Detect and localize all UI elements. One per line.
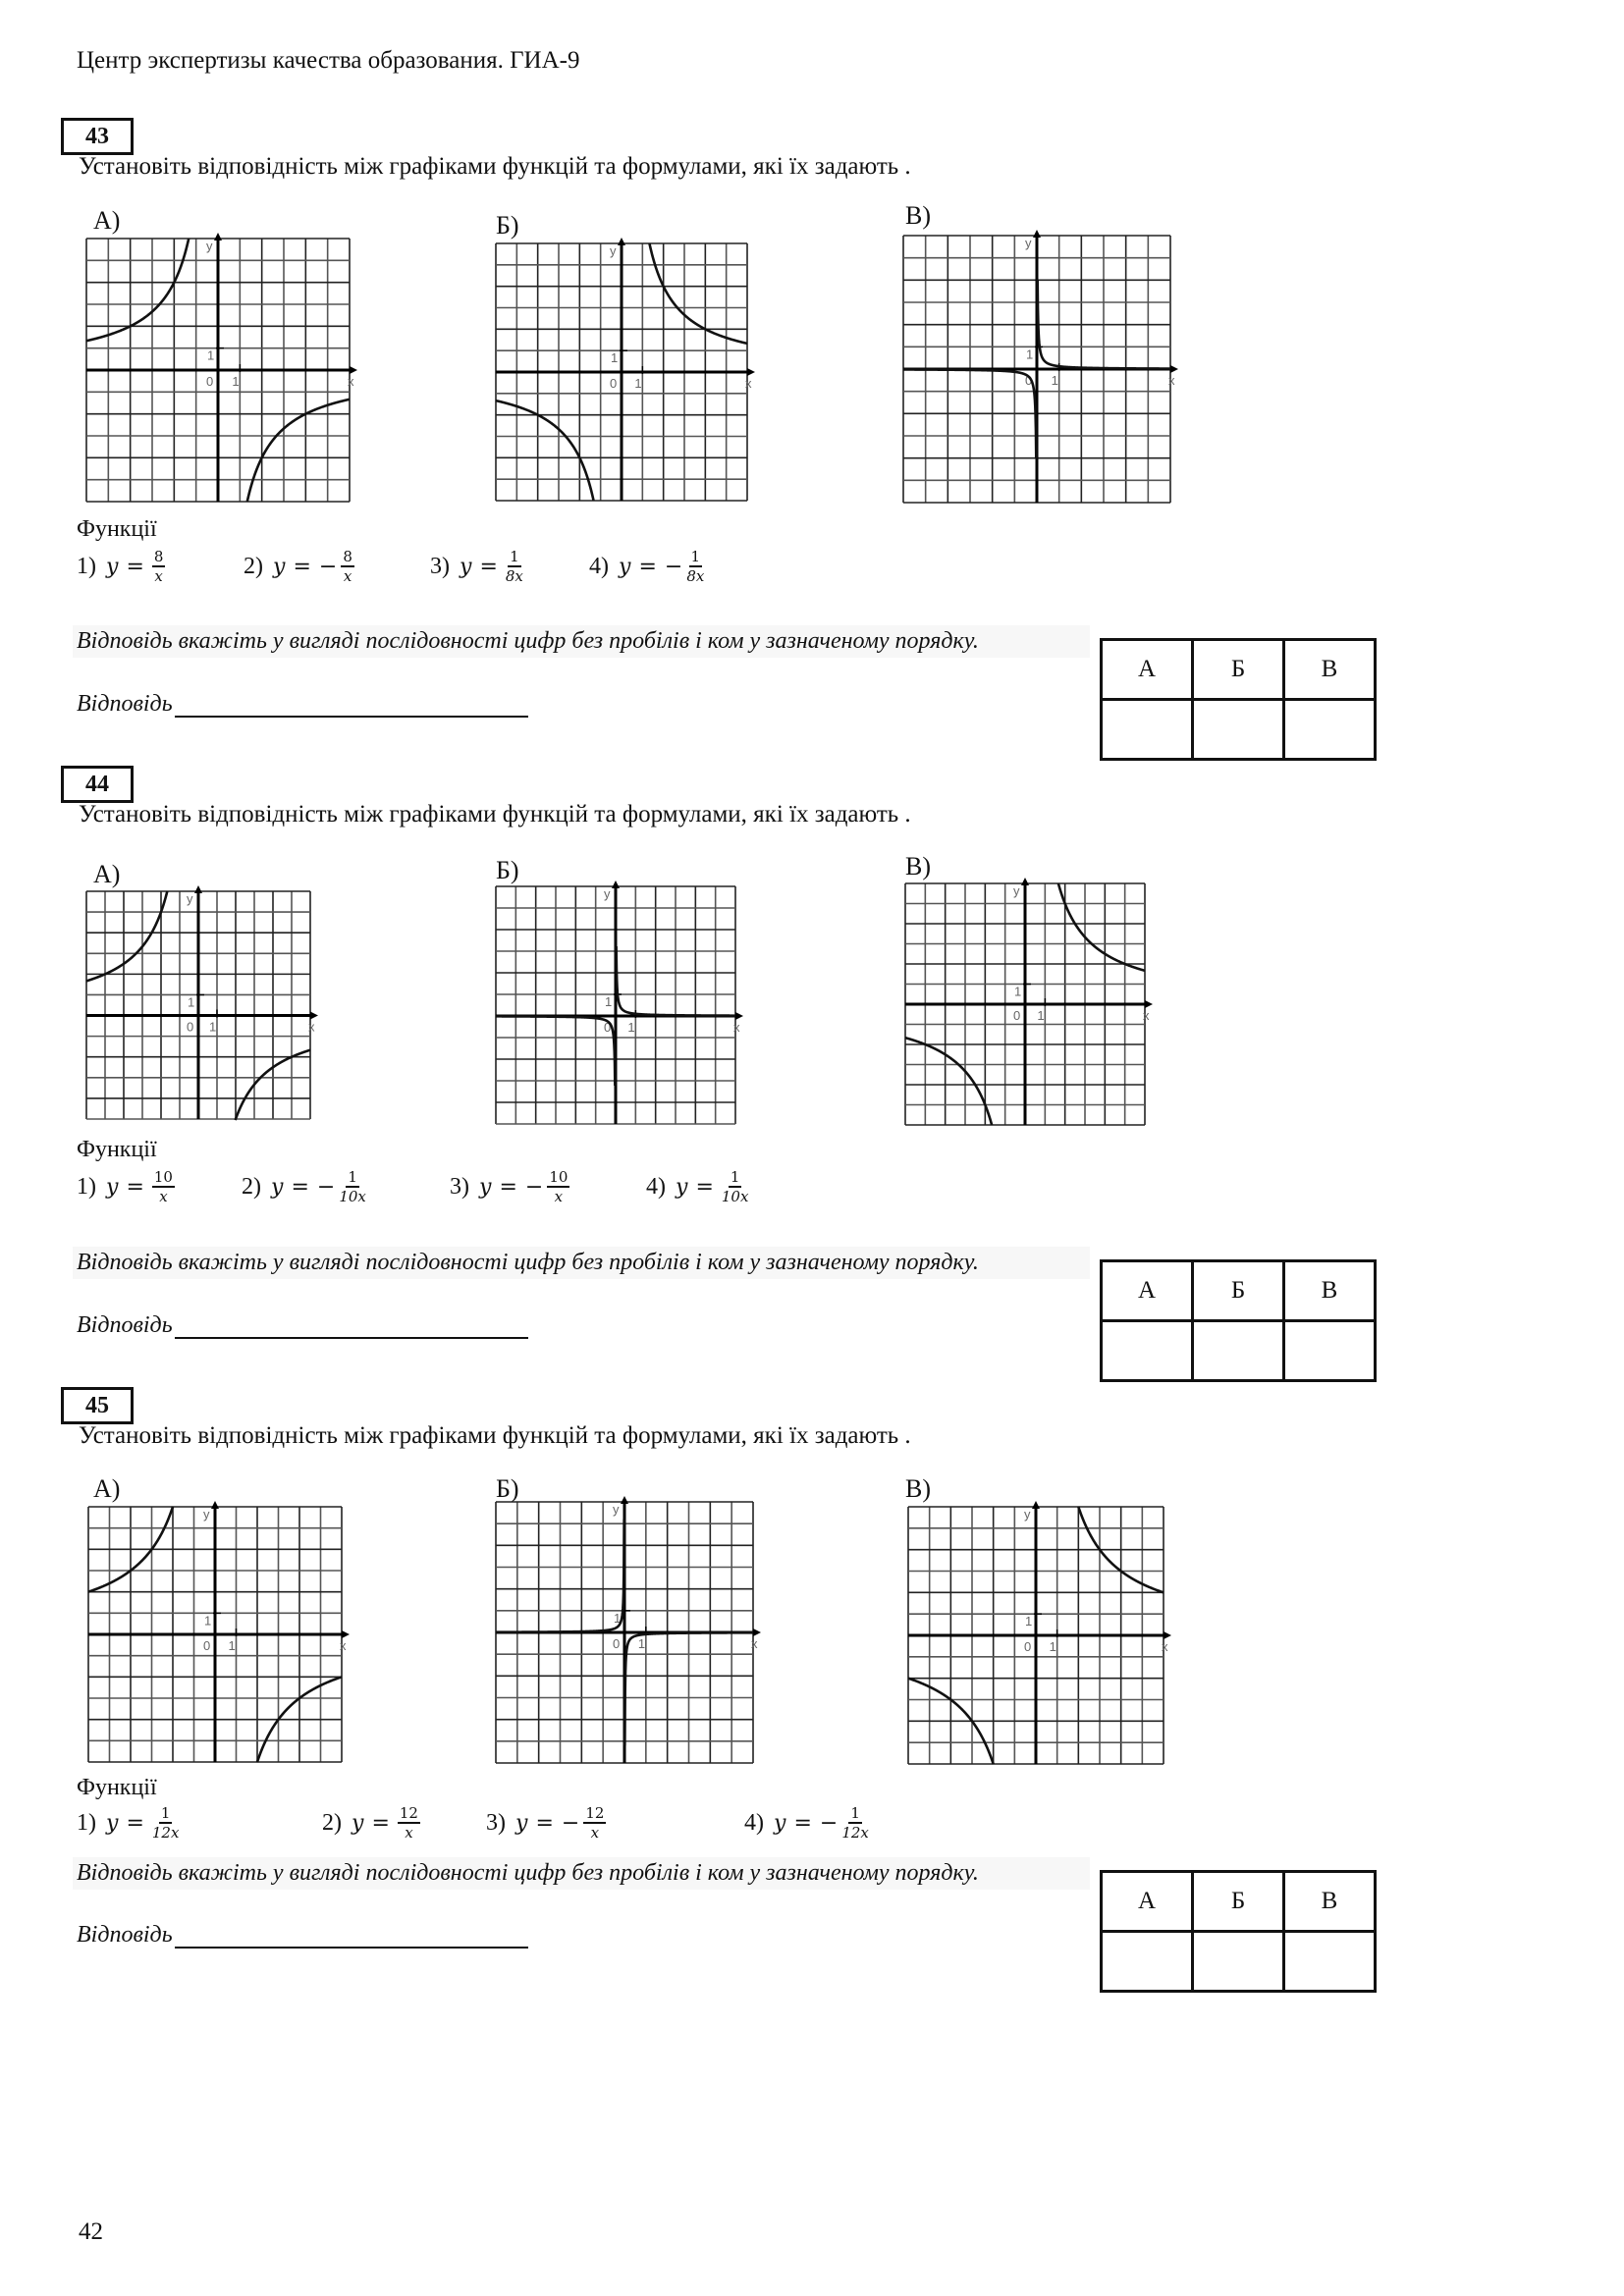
- graph-44-a-label: А): [93, 860, 121, 888]
- problem-number-44: 44: [61, 766, 134, 803]
- fraction-numerator: 10: [549, 1168, 568, 1186]
- functions-title-44: Функції: [77, 1137, 157, 1162]
- function-index: 3): [486, 1809, 506, 1836]
- equals-sign: =: [126, 1810, 144, 1836]
- fraction-denominator: x: [554, 1188, 564, 1205]
- function-index: 2): [242, 1173, 261, 1200]
- origin-label: 0: [206, 374, 214, 389]
- y-axis-label: y: [187, 891, 193, 906]
- graph-44-a: [86, 891, 315, 1119]
- equals-sign: =: [291, 1174, 309, 1200]
- x-axis-label: x: [308, 1019, 315, 1035]
- fraction-numerator: 8: [153, 548, 164, 565]
- answer-table-header-a: А: [1102, 1261, 1193, 1321]
- y-axis-label: y: [1024, 1507, 1031, 1522]
- x-axis-arrow-icon: [753, 1629, 761, 1636]
- origin-label: 0: [1025, 373, 1033, 388]
- problem-number-45: 45: [61, 1387, 134, 1424]
- y-unit-label: 1: [207, 347, 215, 363]
- function-index: 1): [77, 1173, 96, 1200]
- graph-45-a-label: А): [93, 1474, 121, 1503]
- function-index: 3): [450, 1173, 469, 1200]
- x-unit-label: 1: [1049, 1639, 1056, 1654]
- equals-sign: =: [126, 1174, 144, 1200]
- function-variable: y: [460, 554, 472, 579]
- answer-cell-44-a[interactable]: [1102, 1321, 1193, 1381]
- functions-title-43: Функції: [77, 516, 157, 542]
- function-44-3: [450, 1168, 569, 1205]
- fraction-denominator: x: [590, 1824, 600, 1842]
- graph-44-c: [905, 883, 1150, 1125]
- y-axis-arrow-icon: [194, 885, 202, 893]
- answer-cell-45-c[interactable]: [1284, 1932, 1376, 1992]
- answer-input-45[interactable]: [175, 1925, 528, 1949]
- y-axis-arrow-icon: [618, 238, 625, 245]
- hyperbola-branch-left: [86, 891, 167, 981]
- answer-table-header-b: Б: [1193, 640, 1284, 700]
- hyperbola-branch-right: [1058, 883, 1145, 971]
- minus-sign: −: [664, 554, 683, 579]
- answer-table-header-c: В: [1284, 1872, 1376, 1932]
- fraction-numerator: 1: [348, 1168, 357, 1186]
- fraction-numerator: 1: [510, 548, 519, 565]
- function-index: 1): [77, 1809, 96, 1836]
- answer-input-44[interactable]: [175, 1315, 528, 1339]
- y-axis-label: y: [610, 243, 617, 258]
- answer-table-header-a: А: [1102, 1872, 1193, 1932]
- x-axis-arrow-icon: [1145, 1000, 1153, 1008]
- function-44-1: [77, 1168, 175, 1205]
- x-unit-label: 1: [1037, 1008, 1045, 1023]
- fraction-denominator: x: [154, 567, 163, 585]
- origin-label: 0: [1013, 1008, 1021, 1023]
- fraction: [152, 1168, 175, 1205]
- y-unit-label: 1: [614, 1610, 622, 1626]
- fraction: [547, 1168, 569, 1205]
- y-unit-label: 1: [204, 1613, 212, 1629]
- fraction-denominator: 12x: [841, 1824, 869, 1842]
- y-unit-label: 1: [188, 994, 195, 1010]
- minus-sign: −: [819, 1810, 839, 1836]
- graph-43-c: [903, 236, 1175, 503]
- fraction-denominator: x: [159, 1188, 168, 1205]
- answer-table-header-b: Б: [1193, 1872, 1284, 1932]
- fraction: [583, 1804, 606, 1842]
- minus-sign: −: [316, 1174, 336, 1200]
- answer-cell-45-b[interactable]: [1193, 1932, 1284, 1992]
- x-axis-label: x: [733, 1020, 740, 1035]
- fraction-denominator: 12x: [151, 1824, 180, 1842]
- answer-cell-44-b[interactable]: [1193, 1321, 1284, 1381]
- function-variable: y: [273, 554, 286, 579]
- origin-label: 0: [1024, 1639, 1032, 1654]
- answer-table-header-a: А: [1102, 640, 1193, 700]
- fraction-denominator: 8x: [505, 567, 523, 585]
- function-variable: y: [619, 554, 631, 579]
- y-axis-arrow-icon: [621, 1496, 628, 1504]
- problem-45-instruction: Установіть відповідність між графіками функцій та формулами, які їх задають .: [79, 1422, 911, 1449]
- fraction: [341, 548, 354, 585]
- function-index: 1): [77, 553, 96, 579]
- function-index: 2): [322, 1809, 342, 1836]
- x-axis-arrow-icon: [747, 368, 755, 376]
- answer-cell-43-a[interactable]: [1102, 700, 1193, 760]
- function-45-2: [322, 1804, 420, 1842]
- function-44-4: [646, 1168, 748, 1205]
- answer-table-header-b: Б: [1193, 1261, 1284, 1321]
- fraction: [686, 548, 704, 585]
- equals-sign: =: [793, 1810, 812, 1836]
- function-43-1: [77, 548, 165, 585]
- function-variable: y: [271, 1174, 284, 1200]
- fraction: [841, 1804, 869, 1842]
- x-unit-label: 1: [627, 1020, 635, 1035]
- y-axis-label: y: [604, 886, 611, 901]
- fraction: [506, 548, 523, 585]
- graph-45-c: [908, 1507, 1168, 1764]
- function-index: 4): [744, 1809, 764, 1836]
- graph-45-b-label: Б): [496, 1474, 519, 1503]
- x-unit-label: 1: [228, 1638, 236, 1653]
- fraction-denominator: 10x: [721, 1188, 749, 1205]
- x-axis-arrow-icon: [735, 1012, 743, 1020]
- y-unit-label: 1: [1025, 1614, 1033, 1629]
- fraction-denominator: 10x: [339, 1188, 366, 1205]
- problem-43-instruction: Установіть відповідність між графіками функцій та формулами, які їх задають .: [79, 153, 911, 180]
- answer-cell-44-c[interactable]: [1284, 1321, 1376, 1381]
- equals-sign: =: [371, 1810, 390, 1836]
- y-axis-arrow-icon: [211, 1501, 219, 1509]
- function-variable: y: [106, 554, 119, 579]
- answer-table-header-c: В: [1284, 1261, 1376, 1321]
- answer-cell-43-b[interactable]: [1193, 700, 1284, 760]
- x-unit-label: 1: [634, 376, 642, 391]
- minus-sign: −: [318, 554, 338, 579]
- answer-instruction-44: Відповідь вкажіть у вигляді послідовності цифр без пробілів і ком у зазначеному порядку.: [73, 1247, 1090, 1279]
- fraction: [152, 1804, 180, 1842]
- answer-input-43[interactable]: [175, 694, 528, 718]
- origin-label: 0: [203, 1638, 211, 1653]
- fraction-numerator: 12: [399, 1804, 418, 1822]
- x-axis-label: x: [745, 376, 752, 391]
- problem-44-instruction: Установіть відповідність між графіками функцій та формулами, які їх задають .: [79, 801, 911, 828]
- graph-44-b-label: Б): [496, 856, 519, 884]
- x-axis-label: x: [348, 374, 354, 389]
- equals-sign: =: [535, 1810, 554, 1836]
- x-unit-label: 1: [1051, 373, 1058, 388]
- equals-sign: =: [126, 554, 144, 579]
- x-axis-label: x: [751, 1636, 758, 1651]
- function-variable: y: [106, 1810, 119, 1836]
- x-axis-arrow-icon: [1164, 1631, 1171, 1639]
- function-variable: y: [479, 1174, 492, 1200]
- answer-instruction-45: Відповідь вкажіть у вигляді послідовності цифр без пробілів і ком у зазначеному порядку.: [73, 1857, 1090, 1890]
- function-43-4: [589, 548, 704, 585]
- function-variable: y: [515, 1810, 528, 1836]
- answer-line-44: [77, 1312, 528, 1339]
- function-variable: y: [106, 1174, 119, 1200]
- problem-number-43: 43: [61, 118, 134, 155]
- minus-sign: −: [524, 1174, 544, 1200]
- functions-title-45: Функції: [77, 1775, 157, 1800]
- y-axis-label: y: [206, 239, 213, 253]
- fraction: [339, 1168, 366, 1205]
- x-axis-arrow-icon: [310, 1012, 318, 1020]
- function-variable: y: [352, 1810, 364, 1836]
- fraction-numerator: 1: [730, 1168, 740, 1186]
- answer-cell-45-a[interactable]: [1102, 1932, 1193, 1992]
- fraction-denominator: 8x: [686, 567, 705, 585]
- function-index: 2): [244, 553, 263, 579]
- answer-table-45: [1100, 1870, 1377, 1993]
- function-45-1: [77, 1804, 179, 1842]
- function-43-2: [244, 548, 354, 585]
- y-axis-arrow-icon: [612, 881, 620, 888]
- graph-45-a: [88, 1507, 347, 1762]
- fraction: [152, 548, 166, 585]
- equals-sign: =: [695, 1174, 714, 1200]
- function-variable: y: [676, 1174, 688, 1200]
- hyperbola-branch-left: [905, 1038, 992, 1125]
- page-header: Центр экспертизы качества образования. ГИА-9: [77, 47, 580, 74]
- function-index: 4): [646, 1173, 666, 1200]
- graph-44-b: [496, 886, 740, 1124]
- answer-label-43: Відповідь: [77, 691, 173, 717]
- answer-table-header-c: В: [1284, 640, 1376, 700]
- y-axis-label: y: [613, 1502, 620, 1517]
- function-index: 3): [430, 553, 450, 579]
- x-axis-arrow-icon: [1170, 365, 1178, 373]
- fraction-denominator: x: [343, 567, 352, 585]
- graph-43-b: [496, 243, 752, 501]
- fraction-numerator: 8: [343, 548, 352, 565]
- equals-sign: =: [499, 1174, 517, 1200]
- x-unit-label: 1: [232, 374, 240, 389]
- y-unit-label: 1: [611, 350, 619, 366]
- origin-label: 0: [613, 1636, 621, 1651]
- fraction: [398, 1804, 420, 1842]
- fraction: [722, 1168, 749, 1205]
- graph-43-c-label: В): [905, 201, 931, 230]
- origin-label: 0: [610, 376, 618, 391]
- y-axis-label: y: [203, 1507, 210, 1522]
- answer-instruction-43: Відповідь вкажіть у вигляді послідовності цифр без пробілів і ком у зазначеному порядку.: [73, 625, 1090, 658]
- fraction-denominator: x: [405, 1824, 413, 1842]
- y-axis-label: y: [1013, 883, 1020, 898]
- answer-table-43: [1100, 638, 1377, 761]
- answer-cell-43-c[interactable]: [1284, 700, 1376, 760]
- page-number: 42: [79, 2218, 103, 2245]
- y-unit-label: 1: [1026, 347, 1034, 362]
- answer-table-44: [1100, 1259, 1377, 1382]
- equals-sign: =: [479, 554, 498, 579]
- function-variable: y: [774, 1810, 786, 1836]
- x-axis-label: x: [1143, 1008, 1150, 1023]
- x-unit-label: 1: [209, 1019, 217, 1035]
- graph-43-b-label: Б): [496, 211, 519, 240]
- function-index: 4): [589, 553, 609, 579]
- equals-sign: =: [638, 554, 657, 579]
- y-axis-arrow-icon: [1032, 1501, 1040, 1509]
- graph-43-a-label: А): [93, 206, 121, 235]
- answer-line-43: [77, 691, 528, 718]
- function-44-2: [242, 1168, 366, 1205]
- x-axis-label: x: [340, 1638, 347, 1653]
- x-axis-label: x: [1168, 373, 1175, 388]
- fraction-numerator: 1: [850, 1804, 860, 1822]
- answer-label-44: Відповідь: [77, 1312, 173, 1338]
- minus-sign: −: [561, 1810, 580, 1836]
- origin-label: 0: [187, 1019, 194, 1035]
- y-unit-label: 1: [605, 994, 613, 1009]
- fraction-numerator: 1: [160, 1804, 171, 1822]
- y-axis-label: y: [1025, 236, 1032, 250]
- graph-44-c-label: В): [905, 852, 931, 881]
- y-axis-arrow-icon: [1021, 878, 1029, 885]
- graph-45-c-label: В): [905, 1474, 931, 1503]
- origin-label: 0: [604, 1020, 612, 1035]
- fraction-numerator: 10: [153, 1168, 173, 1186]
- answer-label-45: Відповідь: [77, 1922, 173, 1948]
- y-axis-arrow-icon: [1033, 230, 1041, 238]
- function-45-4: [744, 1804, 869, 1842]
- y-unit-label: 1: [1014, 984, 1022, 999]
- fraction-numerator: 12: [585, 1804, 605, 1822]
- answer-line-45: [77, 1922, 528, 1949]
- x-unit-label: 1: [637, 1636, 646, 1651]
- x-axis-arrow-icon: [342, 1630, 350, 1638]
- x-axis-label: x: [1162, 1639, 1168, 1654]
- y-axis-arrow-icon: [214, 233, 222, 240]
- graph-43-a: [86, 239, 354, 502]
- x-axis-arrow-icon: [350, 366, 357, 374]
- fraction-numerator: 1: [690, 548, 701, 565]
- function-45-3: [486, 1804, 606, 1842]
- equals-sign: =: [293, 554, 311, 579]
- graph-45-b: [496, 1502, 758, 1763]
- function-43-3: [430, 548, 523, 585]
